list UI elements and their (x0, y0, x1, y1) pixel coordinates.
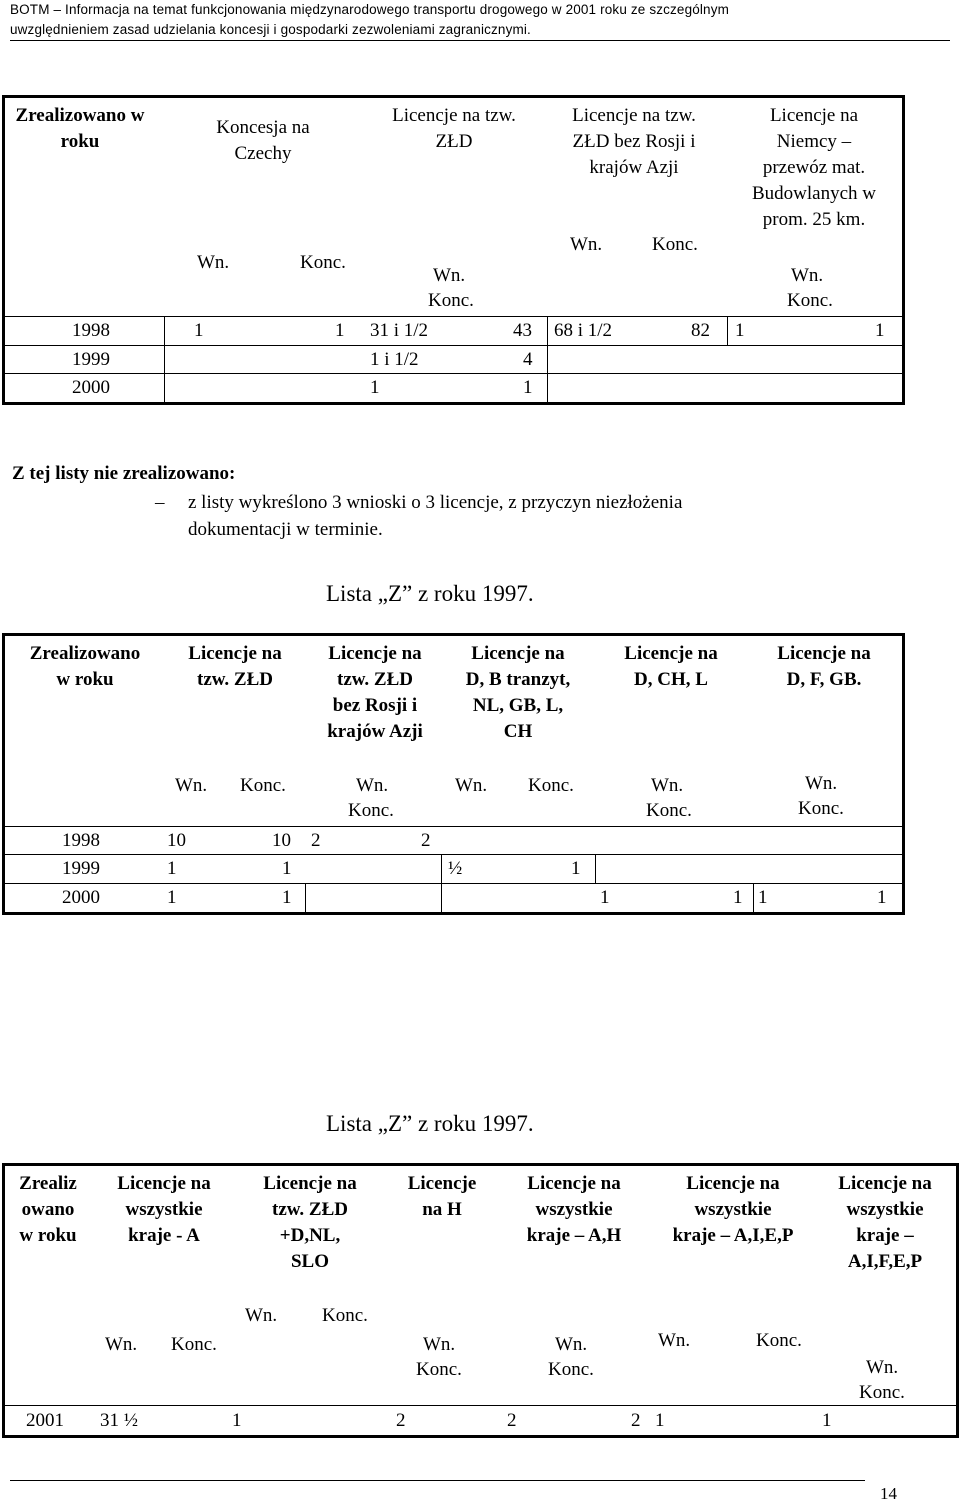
wn-label: Wn. (433, 265, 466, 286)
table3-cell: 31 ½ (100, 1410, 138, 1431)
header-text: wszystkie (535, 1199, 613, 1220)
header-text: wszystkie (125, 1199, 203, 1220)
table3-year-cell: 2001 (26, 1410, 64, 1431)
header-text: Niemcy – (776, 131, 852, 152)
konc-label: Konc. (798, 798, 844, 819)
table3-cell: 2 (507, 1410, 517, 1431)
konc-label: Konc. (322, 1305, 368, 1326)
table2-cell: ½ (448, 858, 463, 879)
header-text: Licencje (407, 1173, 477, 1194)
table2-cell: 10 (167, 830, 186, 851)
notes-item-line1: z listy wykreślono 3 wnioski o 3 licencje, z przyczyn niezłożenia (188, 492, 683, 513)
wn-label: Wn. (866, 1357, 899, 1378)
table2-header-d-b-transit (466, 641, 570, 745)
table3-header-all-a (117, 1171, 210, 1249)
table2-header-zld-no-russia (327, 641, 423, 745)
wn-label: Wn. (356, 775, 389, 796)
header-text: NL, GB, L, (472, 695, 564, 716)
table3-cell: 2 (396, 1410, 406, 1431)
konc-label: Konc. (859, 1382, 905, 1403)
konc-label: Konc. (756, 1330, 802, 1351)
header-text: przewóz mat. (762, 157, 866, 178)
footer-divider (10, 1480, 865, 1481)
table2-header-zld (188, 641, 281, 693)
header-text: Licencje na (263, 1173, 357, 1194)
wn-label: Wn. (175, 775, 208, 796)
konc-label: Konc. (428, 290, 474, 311)
list-dash: – (155, 492, 165, 513)
header-text: D, B tranzyt, (465, 669, 571, 690)
header-text: wszystkie (694, 1199, 772, 1220)
header-text: Czechy (234, 143, 292, 164)
header-text: Koncesja na (216, 117, 310, 138)
header-text: w roku (56, 669, 114, 690)
konc-label: Konc. (528, 775, 574, 796)
table2-col-divider (595, 854, 596, 883)
page-header (10, 0, 955, 40)
table2-cell: 2 (311, 830, 321, 851)
table3-header-all-a-h (527, 1171, 621, 1249)
table2-cell: 2 (421, 830, 431, 851)
notes-item-line2: dokumentacji w terminie. (188, 519, 383, 540)
table2-row-divider (5, 826, 902, 827)
wn-label: Wn. (105, 1334, 138, 1355)
table2-col-divider (441, 854, 442, 912)
konc-label: Konc. (646, 800, 692, 821)
wn-label: Wn. (245, 1305, 278, 1326)
table2-row-divider (5, 854, 902, 855)
wn-label: Wn. (423, 1334, 456, 1355)
table2-header-year (30, 641, 140, 693)
header-text: tzw. ZŁD (272, 1199, 348, 1220)
table2-cell: 1 (571, 858, 581, 879)
header-text: +D,NL, (279, 1225, 341, 1246)
header-text: Licencje na (769, 105, 859, 126)
header-text: Zrealizowano w (15, 105, 145, 126)
table2-year-cell: 2000 (62, 887, 100, 908)
header-text: Licencje na (527, 1173, 621, 1194)
header-text: Licencje na tzw. (572, 105, 696, 126)
table2-col-divider (753, 883, 754, 912)
table1-year-cell: 1999 (72, 349, 110, 370)
table1-cell: 4 (523, 349, 533, 370)
header-text: kraje – A,I,E,P (672, 1225, 794, 1246)
table1-header-czech (216, 115, 309, 167)
wn-label: Wn. (455, 775, 488, 796)
table1-cell: 31 i 1/2 (370, 320, 429, 341)
header-text: ZŁD (435, 131, 473, 152)
header-text: ZŁD bez Rosji i (572, 131, 696, 152)
table3-cell: 1 (822, 1410, 832, 1431)
wn-label: Wn. (791, 265, 824, 286)
table3-header-all-a-i-e-p (673, 1171, 794, 1249)
header-line-1: BOTM – Informacja na temat funkcjonowania międzynarodowego transportu drogowego w 2001 roku ze szczególnym (10, 2, 730, 17)
table2-header-d-f-gb (777, 641, 870, 693)
list-title: Lista „Z” z roku 1997. (326, 1111, 534, 1136)
table2-col-divider (305, 883, 306, 912)
table2-year-cell: 1998 (62, 830, 100, 851)
header-text: Licencje na (686, 1173, 780, 1194)
table1-cell: 1 (523, 377, 533, 398)
table1-col-divider (547, 316, 548, 402)
header-text: kraje – (856, 1225, 914, 1246)
header-text: Licencje na (471, 643, 565, 664)
header-text: owano (21, 1199, 75, 1220)
table1-col-divider (727, 316, 728, 345)
header-text: w roku (19, 1225, 77, 1246)
table2-cell: 1 (167, 858, 177, 879)
header-text: kraje – A,H (526, 1225, 622, 1246)
header-text: Licencje na (117, 1173, 211, 1194)
header-text: tzw. ZŁD (336, 669, 413, 690)
table1-cell: 43 (513, 320, 532, 341)
wn-label: Wn. (570, 234, 603, 255)
header-text: bez Rosji i (332, 695, 418, 716)
konc-label: Konc. (652, 234, 698, 255)
header-text: D, F, GB. (786, 669, 862, 690)
header-divider (10, 40, 950, 41)
table3-cell: 2 (631, 1410, 641, 1431)
header-text: krajów Azji (327, 721, 423, 742)
table1-year-cell: 2000 (72, 377, 110, 398)
header-text: Licencje na (188, 643, 282, 664)
table1-row-divider (5, 373, 902, 374)
konc-label: Konc. (171, 1334, 217, 1355)
header-text: tzw. ZŁD (197, 669, 273, 690)
konc-label: Konc. (240, 775, 286, 796)
table1-cell: 1 i 1/2 (370, 349, 419, 370)
table2-year-cell: 1999 (62, 858, 100, 879)
table2-row-divider (5, 883, 902, 884)
table2-cell: 1 (758, 887, 768, 908)
table1-cell: 68 i 1/2 (554, 320, 613, 341)
table3-header-all-a-i-f-e-p (838, 1171, 931, 1275)
konc-label: Konc. (416, 1359, 462, 1380)
header-text: roku (60, 131, 100, 152)
header-text: A,I,F,E,P (847, 1251, 923, 1272)
table1-row-divider (5, 345, 902, 346)
header-text: D, CH, L (634, 669, 708, 690)
header-text: prom. 25 km. (762, 209, 866, 230)
table3-row-divider (5, 1405, 956, 1406)
table2-cell: 1 (733, 887, 743, 908)
header-text: Licencje na (838, 1173, 932, 1194)
header-text: Licencje na (624, 643, 718, 664)
table2-header-d-ch-l (624, 641, 717, 693)
table2-cell: 10 (272, 830, 291, 851)
table2-cell: 1 (282, 858, 292, 879)
table1-cell: 1 (735, 320, 745, 341)
header-text: Licencje na tzw. (392, 105, 516, 126)
wn-label: Wn. (555, 1334, 588, 1355)
header-text: na H (422, 1199, 462, 1220)
header-text: Licencje na (328, 643, 422, 664)
table2-cell: 1 (600, 887, 610, 908)
header-text: krajów Azji (589, 157, 679, 178)
konc-label: Konc. (348, 800, 394, 821)
wn-label: Wn. (197, 252, 230, 273)
table3-header-zld-d-nl-slo (263, 1171, 356, 1275)
table1-cell: 1 (335, 320, 345, 341)
table3-cell: 1 (655, 1410, 665, 1431)
table1-header-germany (752, 103, 876, 233)
table1-cell: 1 (194, 320, 204, 341)
header-text: SLO (290, 1251, 330, 1272)
header-text: kraje - A (128, 1225, 200, 1246)
wn-label: Wn. (805, 773, 838, 794)
table2-cell: 1 (877, 887, 887, 908)
header-text: CH (503, 721, 533, 742)
table1-header-year (16, 103, 145, 155)
notes-heading: Z tej listy nie zrealizowano: (12, 463, 236, 484)
page-number: 14 (880, 1484, 897, 1503)
table1-col-divider (164, 316, 165, 402)
table3-header-year (19, 1171, 77, 1249)
header-text: Licencje na (777, 643, 871, 664)
konc-label: Konc. (787, 290, 833, 311)
header-text: Zrealiz (19, 1173, 77, 1194)
table1-header-zld (392, 103, 516, 155)
header-text: Zrealizowano (29, 643, 141, 664)
konc-label: Konc. (548, 1359, 594, 1380)
table1-row-divider (5, 316, 902, 317)
konc-label: Konc. (300, 252, 346, 273)
table1-cell: 1 (875, 320, 885, 341)
list-title: Lista „Z” z roku 1997. (326, 581, 534, 606)
table1-year-cell: 1998 (72, 320, 110, 341)
table3-header-h (408, 1171, 477, 1223)
table3-cell: 1 (232, 1410, 242, 1431)
table1-header-zld-no-russia (572, 103, 696, 181)
header-line-2: uwzględnieniem zasad udzielania koncesji i gospodarki zezwoleniami zagranicznymi. (10, 22, 531, 37)
table1-cell: 1 (370, 377, 380, 398)
header-text: wszystkie (846, 1199, 924, 1220)
table2-cell: 1 (167, 887, 177, 908)
wn-label: Wn. (651, 775, 684, 796)
table1-cell: 82 (691, 320, 710, 341)
table2-cell: 1 (282, 887, 292, 908)
header-text: Budowlanych w (751, 183, 877, 204)
wn-label: Wn. (658, 1330, 691, 1351)
